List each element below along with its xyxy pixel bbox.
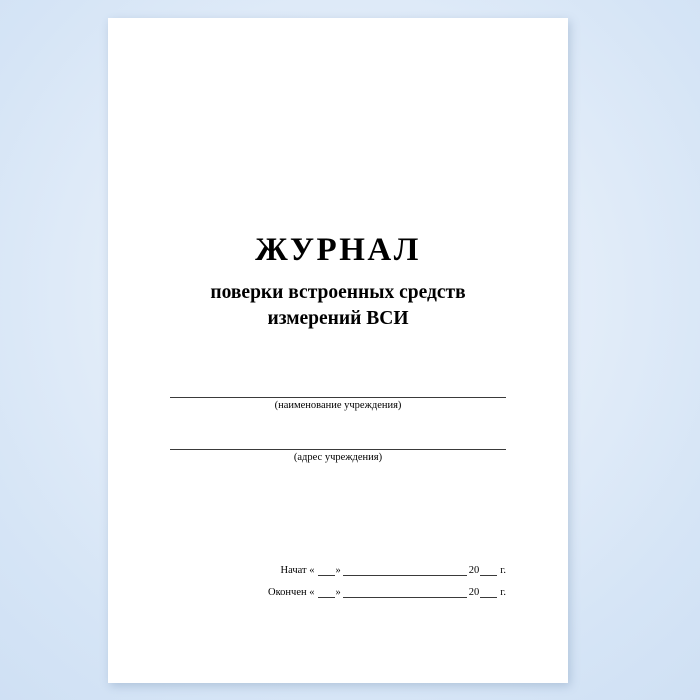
institution-name-caption: (наименование учреждения) [274,400,402,411]
institution-name-input[interactable] [170,380,506,398]
finish-year-input[interactable] [480,586,497,598]
page-title: ЖУРНАЛ [255,232,421,268]
institution-address-input[interactable] [170,432,506,450]
finish-year-prefix: 20 [468,586,480,598]
page-subtitle [108,280,568,331]
page-subtitle-line-2: измерений ВСИ [267,308,409,330]
institution-address-caption: (адрес учреждения) [293,451,383,463]
institution-fields [170,380,506,483]
start-day-input[interactable] [318,564,335,576]
title-block [108,232,568,332]
start-year-suffix: г. [500,564,506,576]
finish-month-input[interactable] [343,586,467,598]
date-row-finish [170,576,506,598]
finish-year-suffix: г. [500,586,506,598]
start-quote-close: » [335,564,341,576]
start-month-input[interactable] [343,564,467,576]
document-sheet [108,18,568,683]
finish-day-input[interactable] [318,586,335,598]
start-date-label: Начат « [280,564,315,576]
page-subtitle-line-1: поверки встроенных средств [210,282,466,304]
finish-quote-close: » [335,586,341,598]
field-institution-name [170,380,506,413]
start-year-prefix: 20 [468,564,480,576]
date-fields [170,554,506,598]
field-institution-address [170,432,506,465]
start-year-input[interactable] [480,564,497,576]
date-row-start [170,554,506,576]
finish-date-label: Окончен « [268,586,315,598]
sheet-content [108,18,568,683]
